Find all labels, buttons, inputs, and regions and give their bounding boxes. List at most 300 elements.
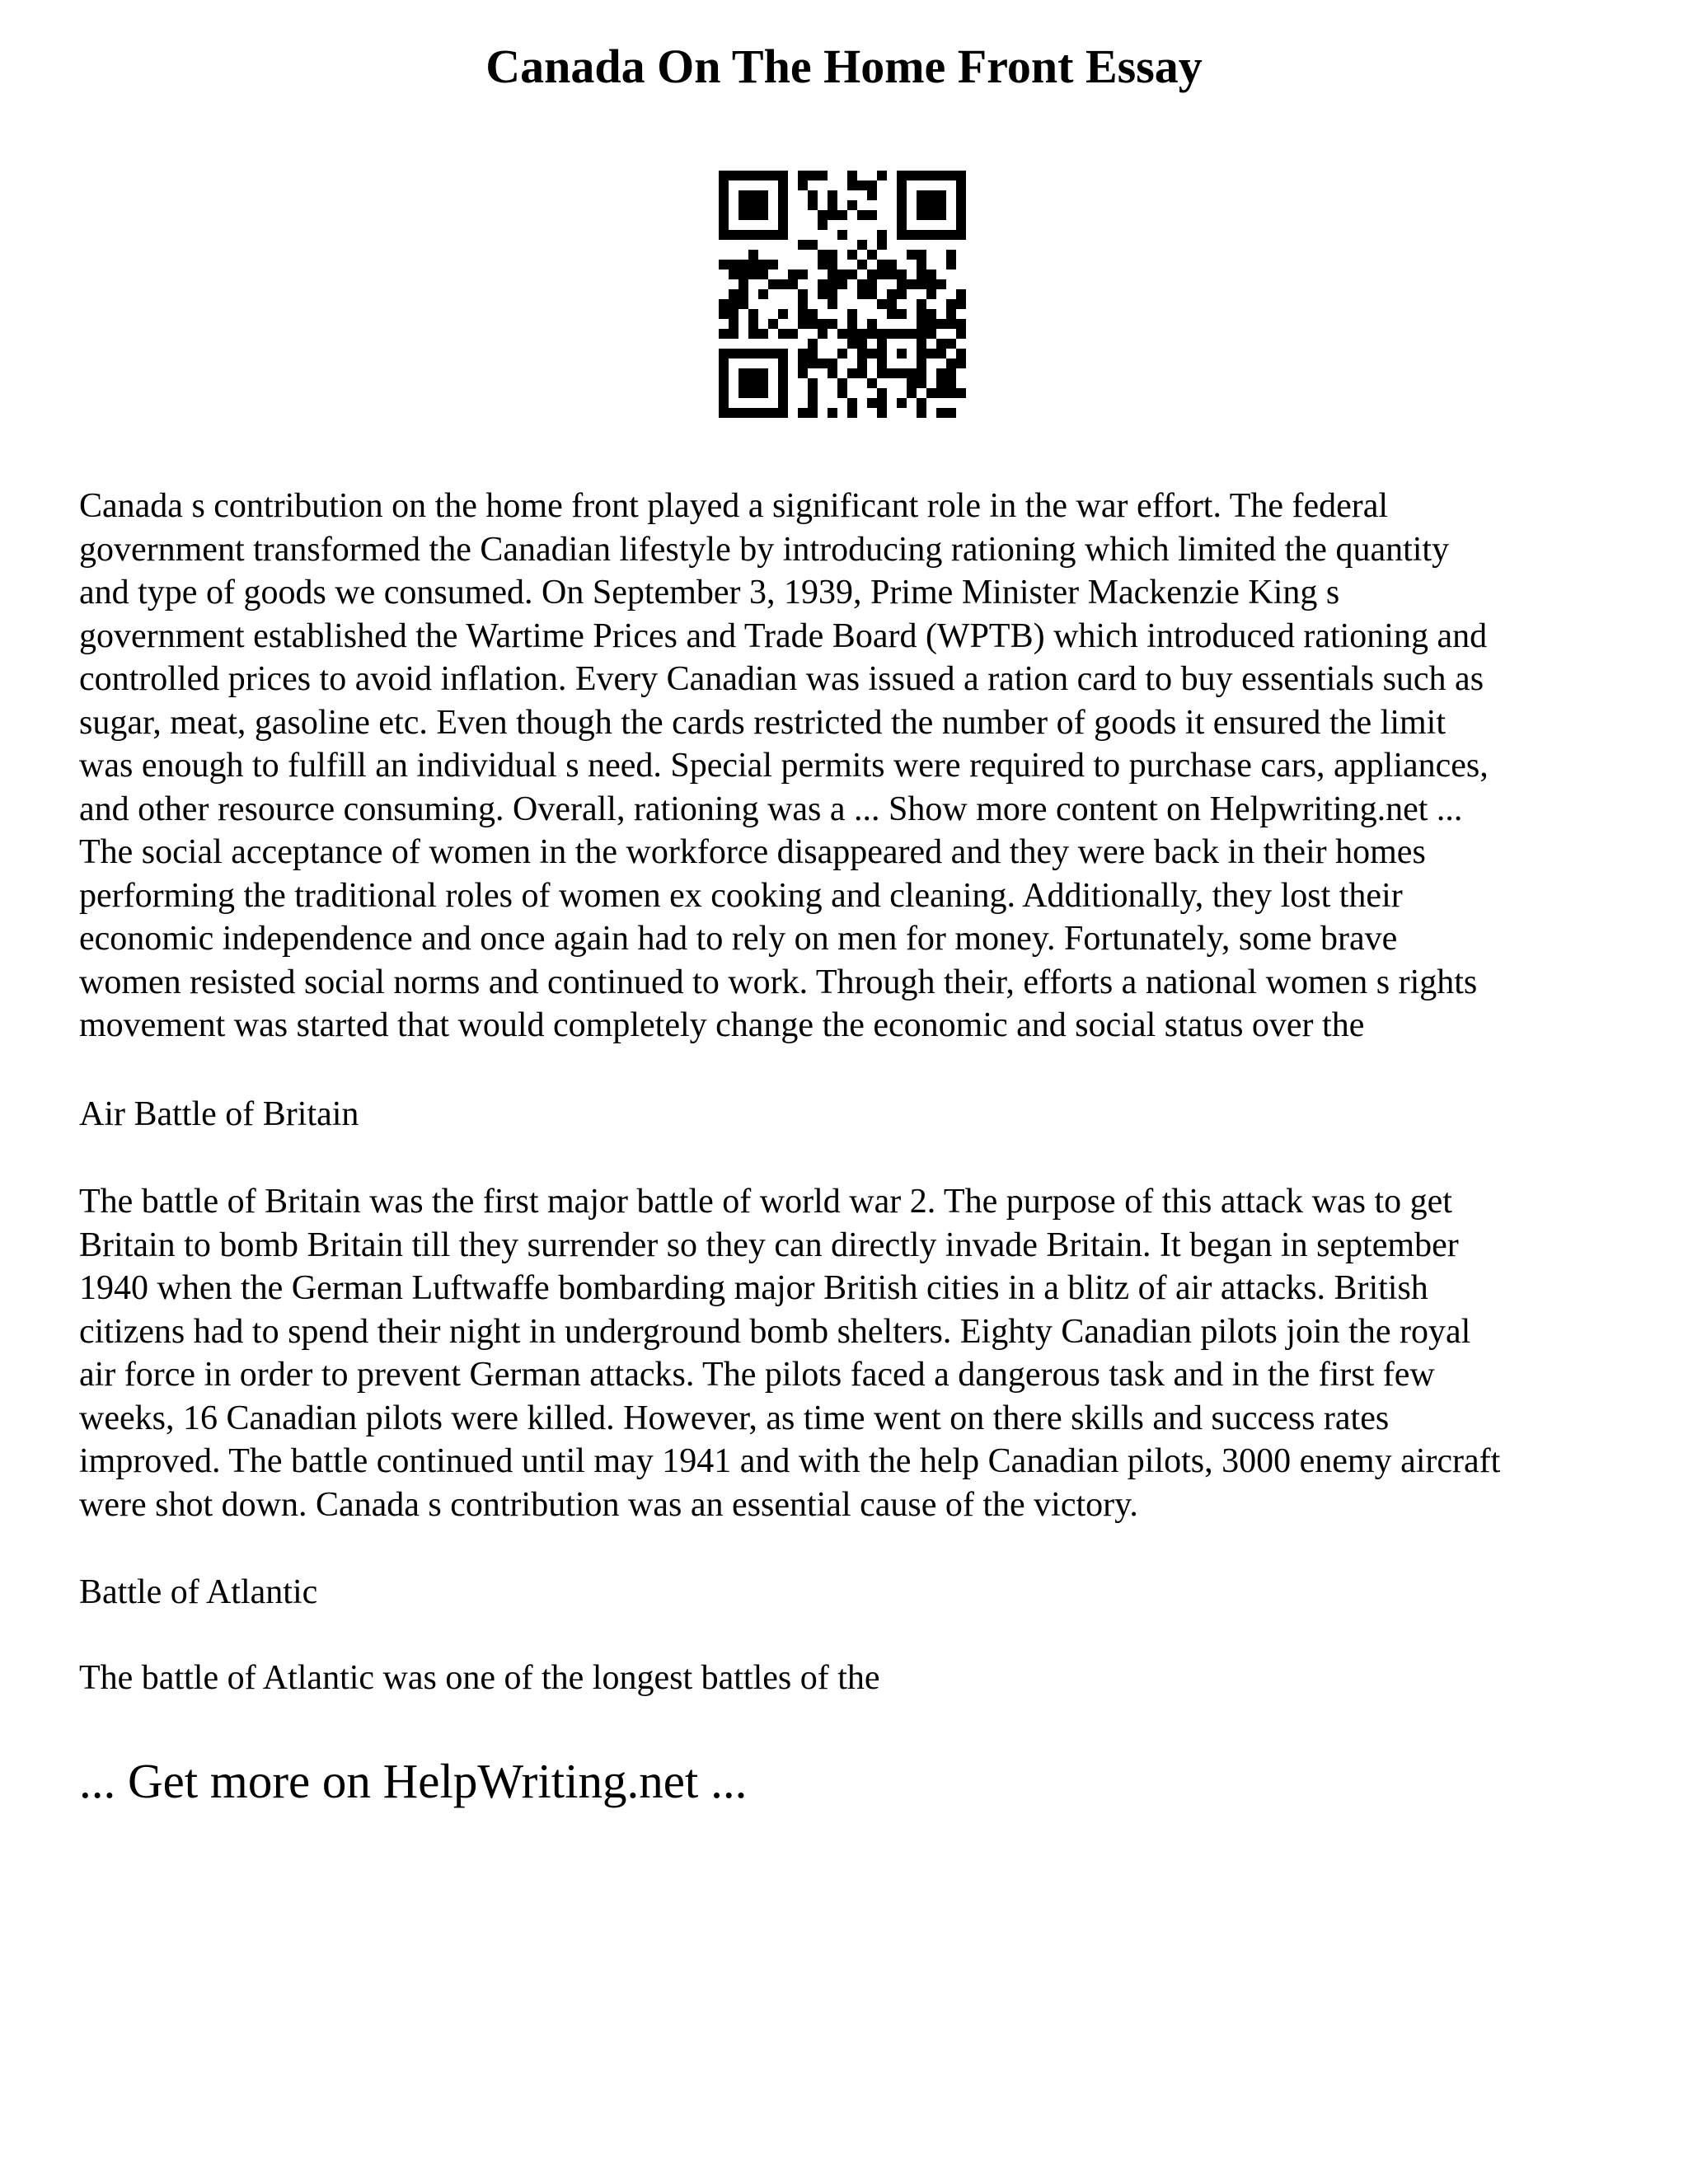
qr-module: [946, 299, 956, 309]
qr-module: [719, 180, 729, 190]
qr-module: [808, 171, 818, 180]
qr-module: [897, 190, 907, 200]
qr-module: [738, 200, 748, 210]
qr-module: [768, 279, 778, 289]
qr-module: [778, 171, 788, 180]
text-line: improved. The battle continued until may 1941 and with the help Canadian pilots, 3000 enemy aircraft: [79, 1442, 1501, 1480]
qr-module: [778, 368, 788, 378]
qr-module: [926, 319, 936, 329]
qr-module: [936, 388, 946, 398]
qr-module: [877, 349, 887, 359]
qr-module: [887, 299, 897, 309]
qr-module: [917, 398, 926, 408]
qr-module: [808, 309, 818, 319]
qr-module: [719, 260, 729, 269]
qr-module: [877, 329, 887, 339]
qr-module: [946, 359, 956, 368]
qr-module: [907, 378, 917, 388]
qr-module: [758, 200, 768, 210]
qr-module: [917, 329, 926, 339]
section-heading-atlantic: Battle of Atlantic: [79, 1573, 318, 1611]
qr-module: [719, 210, 729, 220]
qr-module: [887, 289, 897, 299]
qr-module: [798, 171, 808, 180]
qr-module: [847, 368, 857, 378]
qr-module: [917, 250, 926, 260]
qr-module: [818, 329, 828, 339]
qr-module: [719, 349, 729, 359]
qr-module: [758, 260, 768, 269]
qr-module: [956, 388, 966, 398]
qr-module: [818, 220, 828, 230]
qr-module: [729, 319, 738, 329]
qr-module: [946, 408, 956, 418]
qr-module: [857, 359, 867, 368]
qr-module: [837, 378, 847, 388]
qr-module: [778, 359, 788, 368]
qr-module: [867, 250, 877, 260]
qr-module: [748, 250, 758, 260]
qr-module: [867, 190, 877, 200]
qr-module: [748, 309, 758, 319]
qr-module: [917, 200, 926, 210]
qr-module: [758, 329, 768, 339]
qr-module: [719, 230, 729, 240]
text-line: air force in order to prevent German attacks. The pilots faced a dangerous task and in the first few: [79, 1356, 1435, 1394]
qr-module: [877, 388, 887, 398]
text-line: performing the traditional roles of women ex cooking and cleaning. Additionally, they lost their: [79, 876, 1403, 915]
qr-module: [946, 260, 956, 269]
qr-module: [877, 398, 887, 408]
qr-module: [808, 339, 818, 349]
qr-module: [828, 250, 837, 260]
qr-module: [917, 171, 926, 180]
qr-module: [758, 349, 768, 359]
qr-module: [907, 250, 917, 260]
qr-module: [917, 309, 926, 319]
text-line: and other resource consuming. Overall, rationing was a ... Show more content on Helpwriting.net ...: [79, 790, 1463, 828]
qr-module: [956, 230, 966, 240]
qr-module: [917, 279, 926, 289]
qr-module: [808, 349, 818, 359]
qr-module: [926, 289, 936, 299]
qr-module: [936, 210, 946, 220]
qr-module: [729, 289, 738, 299]
qr-module: [758, 230, 768, 240]
qr-module: [926, 200, 936, 210]
qr-module: [897, 279, 907, 289]
qr-module: [778, 329, 788, 339]
qr-module: [956, 349, 966, 359]
qr-module: [738, 230, 748, 240]
qr-module: [847, 398, 857, 408]
qr-module: [907, 388, 917, 398]
qr-module: [897, 349, 907, 359]
qr-module: [808, 200, 818, 210]
qr-module: [936, 279, 946, 289]
qr-module: [837, 210, 847, 220]
qr-module: [917, 359, 926, 368]
qr-module: [808, 319, 818, 329]
qr-module: [857, 240, 867, 250]
qr-module: [917, 299, 926, 309]
qr-module: [808, 378, 818, 388]
qr-module: [778, 200, 788, 210]
qr-module: [818, 260, 828, 269]
qr-module: [738, 378, 748, 388]
qr-module: [847, 319, 857, 329]
qr-module: [788, 279, 798, 289]
page-title: Canada On The Home Front Essay: [485, 40, 1203, 93]
qr-module: [926, 309, 936, 319]
text-line: weeks, 16 Canadian pilots were killed. However, as time went on there skills and success rates: [79, 1399, 1390, 1437]
qr-module: [818, 210, 828, 220]
text-line: women resisted social norms and continued to work. Through their, efforts a national women s rights: [79, 963, 1478, 1001]
qr-module: [758, 171, 768, 180]
qr-module: [936, 171, 946, 180]
qr-module: [828, 260, 837, 269]
qr-module: [778, 190, 788, 200]
qr-module: [867, 378, 877, 388]
qr-module: [907, 171, 917, 180]
qr-module: [738, 190, 748, 200]
qr-module: [828, 408, 837, 418]
qr-module: [748, 388, 758, 398]
qr-module: [897, 210, 907, 220]
qr-module: [738, 349, 748, 359]
qr-module: [748, 230, 758, 240]
qr-module: [729, 349, 738, 359]
qr-module: [956, 171, 966, 180]
qr-module: [738, 408, 748, 418]
qr-module: [847, 180, 857, 190]
qr-module: [758, 210, 768, 220]
qr-module: [768, 230, 778, 240]
qr-module: [778, 210, 788, 220]
qr-module: [837, 388, 847, 398]
qr-module: [729, 309, 738, 319]
section-heading-air-battle: Air Battle of Britain: [79, 1095, 359, 1133]
qr-module: [926, 171, 936, 180]
qr-module: [778, 398, 788, 408]
qr-module: [738, 269, 748, 279]
qr-module: [936, 200, 946, 210]
qr-module: [719, 329, 729, 339]
qr-module: [867, 329, 877, 339]
qr-module: [719, 190, 729, 200]
qr-module: [808, 190, 818, 200]
qr-module: [778, 378, 788, 388]
qr-module: [808, 408, 818, 418]
qr-module: [748, 378, 758, 388]
qr-module: [738, 299, 748, 309]
qr-module: [897, 180, 907, 190]
text-line: Britain to bomb Britain till they surrender so they can directly invade Britain. It began in september: [79, 1226, 1459, 1264]
qr-module: [926, 279, 936, 289]
qr-module: [917, 368, 926, 378]
qr-code-icon: [719, 171, 966, 418]
qr-module: [926, 190, 936, 200]
text-line: controlled prices to avoid inflation. Every Canadian was issued a ration card to buy essentials such as: [79, 660, 1484, 698]
qr-module: [837, 230, 847, 240]
text-line: Canada s contribution on the home front played a significant role in the war effort. The federal: [79, 487, 1389, 525]
qr-module: [719, 299, 729, 309]
qr-module: [897, 398, 907, 408]
qr-module: [828, 269, 837, 279]
qr-module: [897, 368, 907, 378]
qr-module: [926, 230, 936, 240]
qr-module: [837, 269, 847, 279]
qr-module: [936, 349, 946, 359]
qr-module: [738, 289, 748, 299]
text-line: citizens had to spend their night in underground bomb shelters. Eighty Canadian pilots join the royal: [79, 1312, 1471, 1351]
qr-module: [768, 319, 778, 329]
qr-module: [877, 339, 887, 349]
qr-module: [887, 269, 897, 279]
qr-module: [847, 309, 857, 319]
qr-module: [847, 200, 857, 210]
qr-module: [798, 359, 808, 368]
qr-module: [847, 408, 857, 418]
qr-module: [778, 279, 788, 289]
qr-module: [748, 200, 758, 210]
qr-module: [828, 190, 837, 200]
qr-module: [719, 200, 729, 210]
qr-module: [738, 368, 748, 378]
qr-module: [798, 408, 808, 418]
qr-module: [877, 240, 887, 250]
qr-module: [748, 349, 758, 359]
qr-module: [907, 230, 917, 240]
qr-module: [788, 269, 798, 279]
qr-module: [768, 408, 778, 418]
qr-module: [946, 250, 956, 260]
qr-module: [828, 279, 837, 289]
qr-module: [867, 349, 877, 359]
text-line: economic independence and once again had to rely on men for money. Fortunately, some brave: [79, 920, 1398, 958]
qr-module: [946, 388, 956, 398]
qr-module: [768, 349, 778, 359]
qr-module: [857, 339, 867, 349]
qr-module: [818, 171, 828, 180]
qr-module: [758, 190, 768, 200]
qr-module: [847, 250, 857, 260]
qr-module: [907, 329, 917, 339]
qr-module: [877, 230, 887, 240]
qr-module: [887, 368, 897, 378]
qr-module: [758, 388, 768, 398]
qr-module: [719, 171, 729, 180]
qr-module: [798, 349, 808, 359]
qr-module: [828, 299, 837, 309]
qr-module: [808, 240, 818, 250]
qr-module: [729, 230, 738, 240]
qr-module: [729, 171, 738, 180]
qr-module: [719, 388, 729, 398]
qr-module: [917, 408, 926, 418]
qr-module: [808, 388, 818, 398]
qr-module: [946, 171, 956, 180]
qr-module: [867, 289, 877, 299]
qr-module: [956, 359, 966, 368]
qr-module: [867, 279, 877, 289]
qr-module: [877, 260, 887, 269]
text-line: was enough to fulfill an individual s need. Special permits were required to purchase cars, appliances,: [79, 747, 1489, 785]
qr-module: [837, 349, 847, 359]
qr-module: [738, 171, 748, 180]
qr-module: [867, 180, 877, 190]
qr-module: [847, 171, 857, 180]
qr-module: [828, 210, 837, 220]
qr-module: [917, 378, 926, 388]
qr-module: [946, 319, 956, 329]
qr-module: [946, 309, 956, 319]
qr-module: [956, 190, 966, 200]
qr-module: [828, 359, 837, 368]
qr-module: [956, 329, 966, 339]
paragraph-battle-of-atlantic: The battle of Atlantic was one of the longest battles of the: [79, 1659, 880, 1697]
qr-module: [798, 368, 808, 378]
qr-module: [897, 309, 907, 319]
qr-module: [936, 319, 946, 329]
qr-module: [926, 210, 936, 220]
qr-module: [887, 329, 897, 339]
text-line: government established the Wartime Prices and Trade Board (WPTB) which introduced rationing and: [79, 616, 1488, 655]
qr-module: [946, 368, 956, 378]
qr-module: [748, 329, 758, 339]
qr-module: [837, 279, 847, 289]
qr-module: [748, 408, 758, 418]
qr-module: [798, 240, 808, 250]
qr-module: [748, 190, 758, 200]
qr-module: [798, 269, 808, 279]
qr-module: [818, 359, 828, 368]
qr-module: [956, 210, 966, 220]
qr-module: [778, 220, 788, 230]
qr-module: [748, 210, 758, 220]
qr-module: [758, 378, 768, 388]
qr-module: [897, 289, 907, 299]
qr-module: [808, 398, 818, 408]
qr-module: [877, 299, 887, 309]
qr-module: [768, 260, 778, 269]
qr-module: [867, 319, 877, 329]
qr-module: [798, 319, 808, 329]
qr-module: [847, 329, 857, 339]
qr-module: [936, 190, 946, 200]
qr-module: [926, 349, 936, 359]
qr-module: [828, 200, 837, 210]
qr-module: [818, 289, 828, 299]
qr-module: [917, 210, 926, 220]
qr-module: [917, 339, 926, 349]
qr-module: [778, 180, 788, 190]
paragraph-battle-of-britain: [79, 1180, 1629, 1526]
qr-module: [748, 319, 758, 329]
text-line: movement was started that would completely change the economic and social status over the: [79, 1006, 1365, 1044]
qr-module: [946, 230, 956, 240]
qr-module: [956, 220, 966, 230]
qr-module: [867, 269, 877, 279]
qr-module: [907, 368, 917, 378]
qr-module: [867, 398, 877, 408]
text-line: The battle of Britain was the first major battle of world war 2. The purpose of this attack was to get: [79, 1183, 1452, 1221]
qr-module: [857, 289, 867, 299]
qr-module: [936, 378, 946, 388]
text-line: 1940 when the German Luftwaffe bombarding major British cities in a blitz of air attacks. British: [79, 1269, 1428, 1307]
qr-module: [719, 408, 729, 418]
qr-module: [877, 408, 887, 418]
qr-module: [778, 309, 788, 319]
qr-module: [778, 349, 788, 359]
qr-module: [798, 299, 808, 309]
qr-module: [936, 408, 946, 418]
qr-module: [719, 359, 729, 368]
qr-module: [719, 368, 729, 378]
qr-module: [748, 171, 758, 180]
qr-module: [768, 171, 778, 180]
qr-module: [867, 210, 877, 220]
qr-module: [897, 200, 907, 210]
qr-module: [897, 171, 907, 180]
qr-module: [956, 180, 966, 190]
paragraph-home-front: [79, 485, 1629, 1047]
qr-module: [758, 269, 768, 279]
qr-module: [738, 388, 748, 398]
qr-module: [729, 260, 738, 269]
qr-module: [956, 299, 966, 309]
qr-module: [738, 210, 748, 220]
qr-module: [877, 359, 887, 368]
qr-module: [719, 378, 729, 388]
qr-module: [917, 260, 926, 269]
qr-module: [877, 368, 887, 378]
qr-module: [758, 289, 768, 299]
qr-module: [907, 279, 917, 289]
qr-module: [946, 339, 956, 349]
text-line: and type of goods we consumed. On September 3, 1939, Prime Minister Mackenzie King s: [79, 574, 1340, 612]
text-line: were shot down. Canada s contribution was an essential cause of the victory.: [79, 1485, 1138, 1524]
qr-module: [917, 269, 926, 279]
qr-module: [956, 319, 966, 329]
qr-module: [887, 309, 897, 319]
qr-module: [729, 329, 738, 339]
qr-module: [857, 329, 867, 339]
qr-module: [798, 180, 808, 190]
qr-module: [857, 279, 867, 289]
get-more-link[interactable]: ... Get more on HelpWriting.net ...: [79, 1754, 748, 1808]
qr-module: [729, 299, 738, 309]
qr-module: [798, 309, 808, 319]
qr-module: [738, 279, 748, 289]
qr-module: [828, 368, 837, 378]
text-line: government transformed the Canadian lifestyle by introducing rationing which limited the quantity: [79, 530, 1450, 569]
qr-module: [857, 210, 867, 220]
text-line: sugar, meat, gasoline etc. Even though the cards restricted the number of goods it ensured the limit: [79, 703, 1447, 742]
qr-module: [926, 329, 936, 339]
qr-module: [946, 378, 956, 388]
qr-module: [897, 269, 907, 279]
qr-module: [837, 329, 847, 339]
text-line: The social acceptance of women in the workforce disappeared and they were back in their homes: [79, 833, 1426, 871]
qr-module: [897, 230, 907, 240]
qr-module: [758, 408, 768, 418]
qr-module: [719, 309, 729, 319]
qr-module: [926, 388, 936, 398]
qr-module: [857, 180, 867, 190]
qr-module: [897, 329, 907, 339]
qr-module: [729, 269, 738, 279]
